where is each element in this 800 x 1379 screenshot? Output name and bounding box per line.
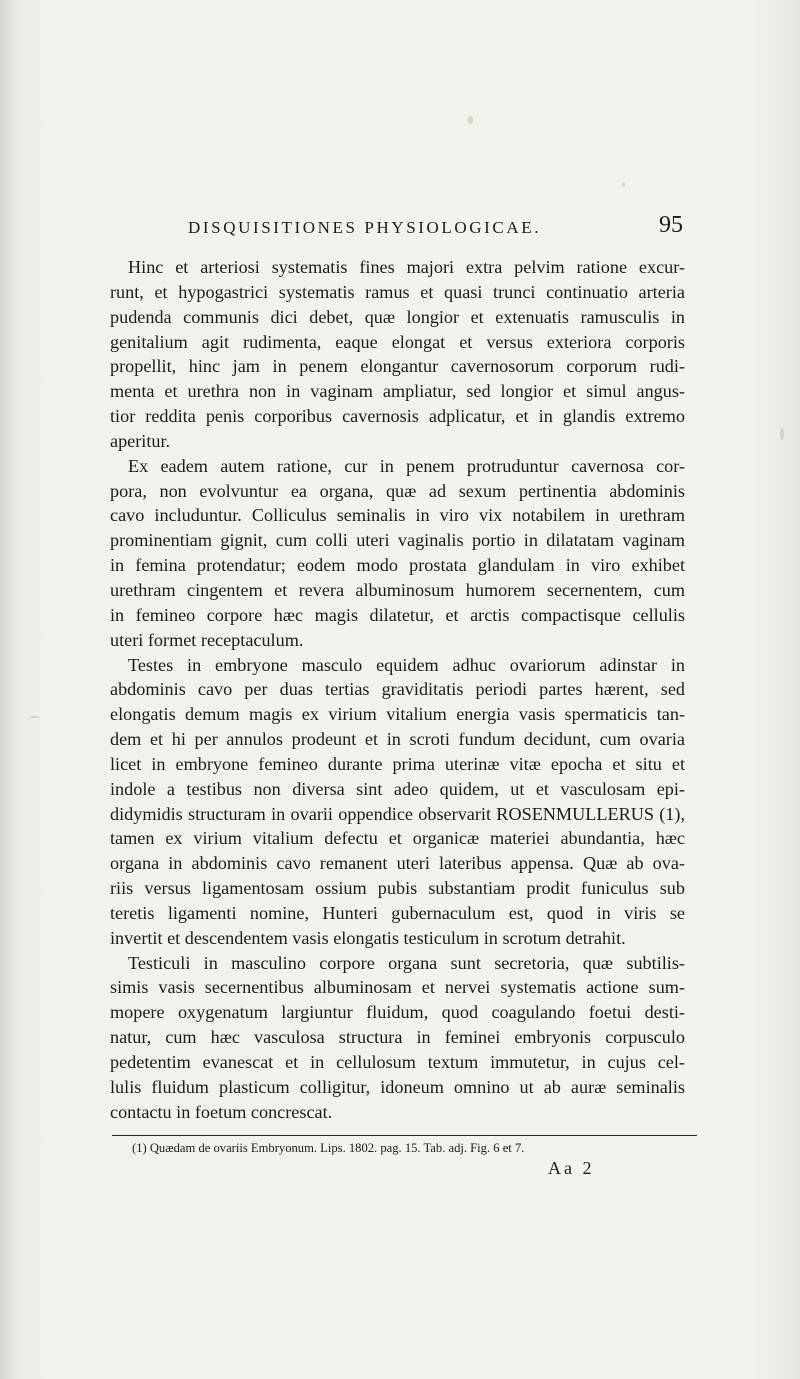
text-line: contactu in foetum concrescat. bbox=[110, 1101, 333, 1122]
text-line: pedetentim evanescat et in cellulosum textum immutetur, in cujus cel- bbox=[110, 1052, 685, 1072]
text-line: organa in abdominis cavo remanent uteri lateribus appensa. Quæ ab ova- bbox=[110, 853, 685, 874]
text-line: runt, et hypogastrici systematis ramus et quasi trunci continuatio arteria bbox=[110, 281, 685, 302]
signature-mark: Aa 2 bbox=[548, 1158, 595, 1178]
page-number: 95 bbox=[659, 212, 683, 238]
text-line: natur, cum hæc vasculosa structura in feminei embryonis corpusculo bbox=[110, 1027, 685, 1048]
text-line: invertit et descendentem vasis elongatis testiculum in scrotum detrahit. bbox=[110, 927, 626, 948]
text-line: urethram cingentem et revera albuminosum humorem secernentem, cum bbox=[110, 579, 685, 600]
text-line: cavo includuntur. Colliculus seminalis in viro vix notabilem in urethram bbox=[110, 505, 685, 526]
page-header bbox=[110, 212, 685, 246]
text-line: pora, non evolvuntur ea organa, quæ ad sexum pertinentia abdominis bbox=[110, 480, 685, 501]
text-line: Testiculi in masculino corpore organa sunt secretoria, quæ subtilis- bbox=[128, 952, 685, 973]
text-line: mopere oxygenatum largiuntur fluidum, quod coagulando foetui desti- bbox=[110, 1002, 685, 1023]
paper-speck bbox=[780, 428, 784, 440]
text-line: menta et urethra non in vaginam ampliatur, sed longior et simul angus- bbox=[110, 381, 685, 402]
text-line: pudenda communis dici debet, quæ longior et extenuatis ramusculis in bbox=[110, 306, 685, 327]
footnote-rule bbox=[112, 1135, 697, 1136]
text-line: licet in embryone femineo durante prima uterinæ vitæ epocha et situ et bbox=[110, 753, 685, 774]
text-line: tamen ex virium vitalium defectu et organicæ materiei abundantia, hæc bbox=[110, 828, 685, 849]
text-line: riis versus ligamentosam ossium pubis substantiam prodit funiculus sub bbox=[110, 878, 685, 899]
spine-shadow bbox=[0, 0, 18, 1379]
text-line: genitalium agit rudimenta, eaque elongat et versus exteriora corporis bbox=[110, 331, 685, 352]
text-line: abdominis cavo per duas tertias graviditatis periodi partes hærent, sed bbox=[110, 679, 685, 700]
text-line: simis vasis secernentibus albuminosam et nervei systematis actione sum- bbox=[110, 977, 685, 998]
text-line: in femina protendatur; eodem modo prostata glandulam in viro exhibet bbox=[110, 555, 685, 576]
text-line: lulis fluidum plasticum colligitur, idoneum omnino ut ab auræ seminalis bbox=[110, 1076, 685, 1097]
text-line: indole a testibus non diversa sint adeo quidem, ut et vasculosam epi- bbox=[110, 778, 685, 799]
text-line: dem et hi per annulos prodeunt et in scroti fundum decidunt, cum ovaria bbox=[110, 729, 685, 750]
running-title: DISQUISITIONES PHYSIOLOGICAE. bbox=[188, 218, 542, 237]
text-line: didymidis structuram in ovarii oppendice observarit ROSENMULLERUS (1), bbox=[110, 803, 685, 824]
text-line: uteri formet receptaculum. bbox=[110, 629, 304, 650]
text-line: Ex eadem autem ratione, cur in penem protruduntur cavernosa cor- bbox=[128, 455, 685, 476]
paper-speck bbox=[622, 182, 625, 187]
body-text bbox=[110, 255, 685, 1125]
paper-speck bbox=[30, 716, 40, 718]
text-line: elongatis demum magis ex virium vitalium energia vasis spermaticis tan- bbox=[110, 704, 685, 725]
text-line: prominentiam gignit, cum colli uteri vaginalis portio in dilatatam vaginam bbox=[110, 530, 685, 551]
text-line: tior reddita penis corporibus cavernosis adplicatur, et in glandis extremo bbox=[110, 406, 685, 427]
footnote: (1) Quædam de ovariis Embryonum. Lips. 1802. pag. 15. Tab. adj. Fig. 6 et 7. bbox=[132, 1141, 525, 1155]
text-line: propellit, hinc jam in penem elongantur cavernosorum corporum rudi- bbox=[110, 356, 685, 377]
paper-speck bbox=[468, 116, 473, 124]
text-line: Hinc et arteriosi systematis fines majori extra pelvim ratione excur- bbox=[128, 257, 685, 277]
text-line: aperitur. bbox=[110, 430, 171, 451]
text-line: teretis ligamenti nomine, Hunteri gubernaculum est, quod in viris se bbox=[110, 902, 685, 923]
text-line: Testes in embryone masculo equidem adhuc ovariorum adinstar in bbox=[128, 654, 685, 675]
text-line: in femineo corpore hæc magis dilatetur, et arctis compactisque cellulis bbox=[110, 604, 685, 625]
